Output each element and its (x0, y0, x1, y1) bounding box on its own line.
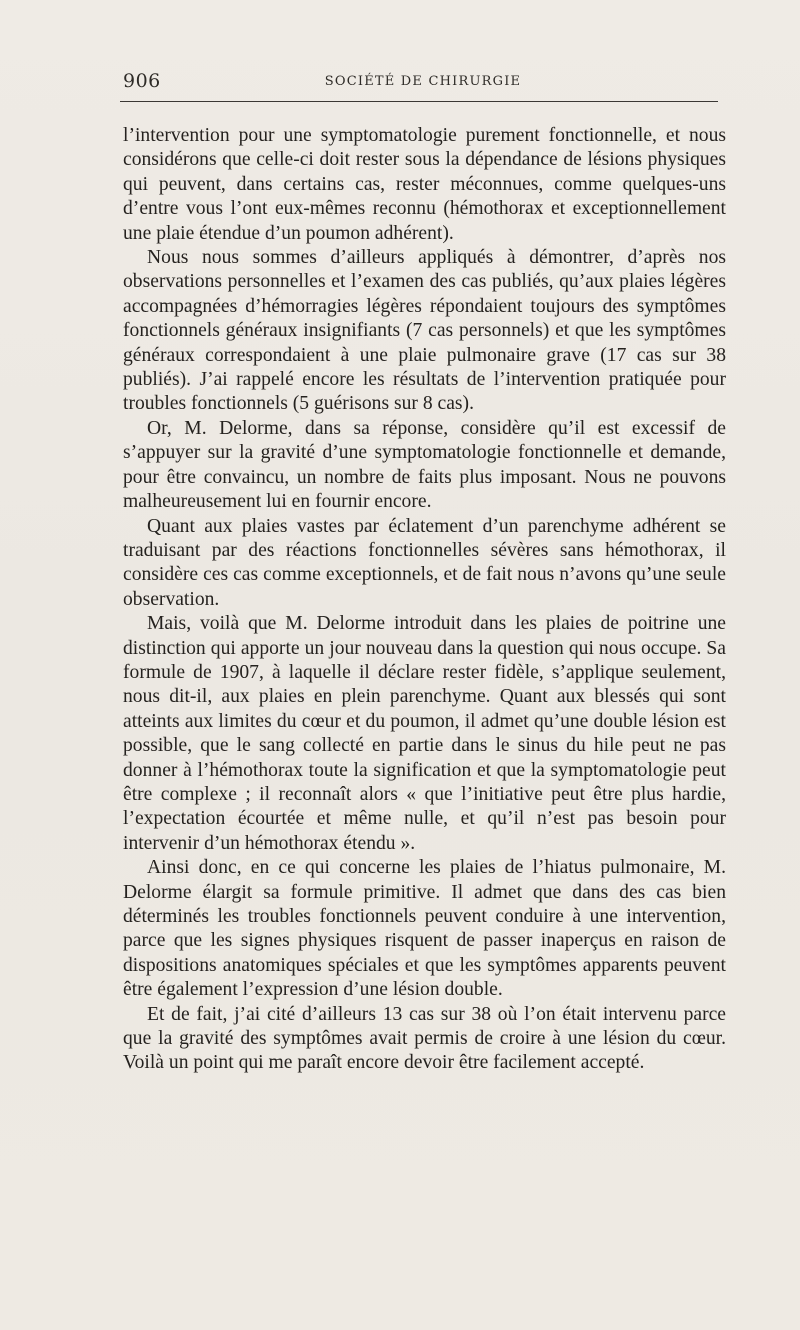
header-rule (120, 101, 718, 102)
paragraph: Quant aux plaies vastes par éclatement d’un parenchyme adhérent se traduisant par des réactions fonctionnelles sévères sans hémothorax, il considère ces cas comme exceptionnels, et de fait nous n’avons qu’une seule observation. (123, 515, 726, 610)
paragraph: Mais, voilà que M. Delorme introduit dans les plaies de poitrine une distinction qui apporte un jour nouveau dans la question qui nous occupe. Sa formule de 1907, à laquelle il déclare rester fidèle, s’applique seulement, nous dit-il, aux plaies en plein parenchyme. Quant aux blessés qui sont atteints aux limites du cœur et du poumon, il admet qu’une double lésion est possible, que le sang collecté en partie dans le sinus du hile peut ne pas donner à l’hémothorax toute la signification et que la symptomatologie peut être complexe ; il reconnaît alors « que l’initiative peut être plus hardie, l’expectation écourtée et même nulle, et qu’il n’est pas besoin pour intervenir d’un hémothorax étendu ». (123, 613, 726, 854)
page-number: 906 (123, 70, 161, 92)
page-header (123, 70, 723, 98)
body-text (123, 124, 726, 1076)
paragraph: Or, M. Delorme, dans sa réponse, considère qu’il est excessif de s’appuyer sur la gravité d’une symptomatologie fonctionnelle et demande, pour être convaincu, un nombre de faits plus imposant. Nous ne pouvons malheureusement lui en fournir encore. (123, 417, 726, 513)
running-title: SOCIÉTÉ DE CHIRURGIE (324, 74, 522, 89)
paragraph: Ainsi donc, en ce qui concerne les plaies de l’hiatus pulmonaire, M. Delorme élargit sa formule primitive. Il admet que dans des cas bien déterminés les troubles fonctionnels peuvent conduire à une intervention, parce que les signes physiques risquent de passer inaperçus en raison de dispositions anatomiques spéciales et que les symptômes apparents peuvent être également l’expression d’une lésion double. (123, 857, 726, 1001)
paragraph: Et de fait, j’ai cité d’ailleurs 13 cas sur 38 où l’on était intervenu parce que la gravité des symptômes avait permis de croire à une lésion du cœur. Voilà un point qui me paraît encore devoir être facilement accepté. (123, 1003, 726, 1074)
paragraph: l’intervention pour une symptomatologie purement fonctionnelle, et nous considérons que celle-ci doit rester sous la dépendance de lésions physiques qui peuvent, dans certains cas, rester méconnues, comme quelques-uns d’entre vous l’ont eux-mêmes reconnu (hémothorax et exceptionnellement une plaie étendue d’un poumon adhérent). (123, 125, 726, 244)
paragraph: Nous nous sommes d’ailleurs appliqués à démontrer, d’après nos observations personnelles et l’examen des cas publiés, qu’aux plaies légères accompagnées d’hémorragies légères répondaient toujours des symptômes fonctionnels généraux insignifiants (7 cas personnels) et que les symptômes généraux correspondaient à une plaie pulmonaire grave (17 cas sur 38 publiés). J’ai rappelé encore les résultats de l’intervention pratiquée pour troubles fonctionnels (5 guérisons sur 8 cas). (123, 247, 726, 415)
